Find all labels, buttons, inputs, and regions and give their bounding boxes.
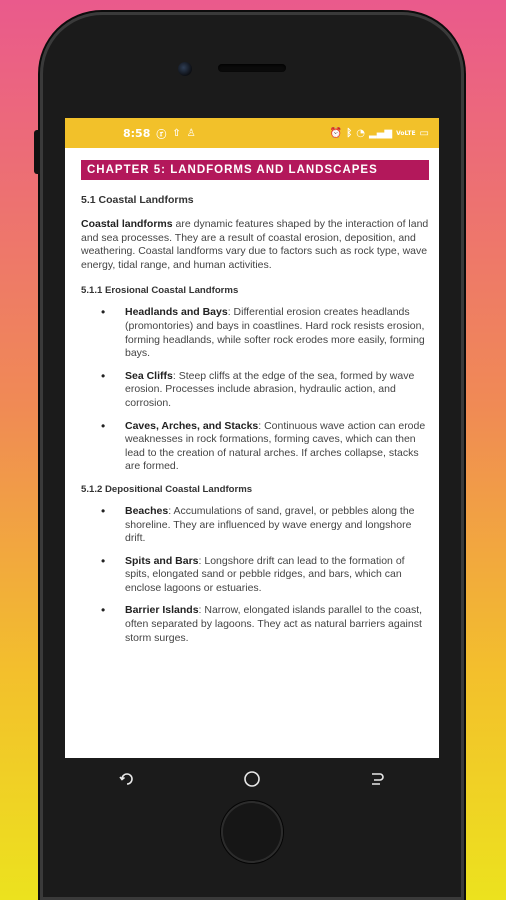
list-item-term: Beaches <box>125 504 169 517</box>
home-circle-icon <box>243 770 261 788</box>
subsection-title-erosional: 5.1.1 Erosional Coastal Landforms <box>81 285 239 297</box>
depositional-list <box>81 505 429 645</box>
person-icon: ♙ <box>186 127 196 139</box>
recents-button[interactable] <box>107 764 147 794</box>
list-item-term: Sea Cliffs <box>125 369 173 382</box>
battery-icon: ▭ <box>419 127 429 139</box>
recents-icon <box>119 771 135 787</box>
list-item <box>101 420 429 474</box>
list-item <box>101 505 429 546</box>
alarm-icon: ⏰ <box>329 127 343 139</box>
list-item-text: : Continuous wave action can erode weaknesses in rock formations, forming caves, which can then lead to the creation of natural arches. If arches collapse, stacks are formed. <box>125 419 426 473</box>
intro-text: are dynamic features shaped by the interaction of land and sea processes. They are a result of coastal erosion, deposition, and weathering. Coastal landforms vary due to factors such as rock type, wave energy, tidal range, and human activities. <box>81 218 429 271</box>
status-time: 8:58 <box>123 126 151 140</box>
list-item-term: Headlands and Bays <box>125 306 228 319</box>
circle-notification-icon: ⓡ <box>156 129 167 141</box>
navigation-bar <box>65 758 439 800</box>
list-item-term: Spits and Bars <box>125 554 199 567</box>
list-item-term: Barrier Islands <box>125 604 199 617</box>
intro-term: Coastal landforms <box>81 218 173 230</box>
back-icon <box>369 771 385 787</box>
signal-icon: ▂▄▆ <box>369 127 393 139</box>
list-item-text: : Longshore drift can lead to the formation of spits, elongated sand or pebble ridges, and bars, which can enclose lagoons or estuaries. <box>125 554 405 594</box>
phone-frame <box>40 12 464 900</box>
list-item-text: : Differential erosion creates headlands (promontories) and bays in coastlines. Hard rock resists erosion, forming headlands, while softer rock erodes more easily, forming bays. <box>125 306 425 360</box>
front-camera <box>178 62 192 76</box>
list-item <box>101 555 429 596</box>
back-button[interactable] <box>357 764 397 794</box>
section-title: 5.1 Coastal Landforms <box>81 194 194 206</box>
chapter-title: CHAPTER 5: LANDFORMS AND LANDSCAPES <box>81 160 429 180</box>
home-nav-button[interactable] <box>232 764 272 794</box>
status-right <box>330 128 429 139</box>
wifi-icon: ◔ <box>356 127 365 139</box>
subsection-title-depositional: 5.1.2 Depositional Coastal Landforms <box>81 483 253 495</box>
status-left <box>123 126 196 141</box>
list-item-text: : Steep cliffs at the edge of the sea, formed by wave erosion. Processes include abrasion, hydraulic action, and corrosion. <box>125 369 415 409</box>
bluetooth-icon: ᛒ <box>346 127 353 139</box>
list-item <box>101 604 429 645</box>
intro-paragraph <box>81 218 429 272</box>
upload-icon: ⇧ <box>172 127 181 139</box>
list-item-term: Caves, Arches, and Stacks <box>125 419 259 432</box>
list-item-text: : Narrow, elongated islands parallel to the coast, often separated by lagoons. They act as natural barriers against storm surges. <box>125 604 423 644</box>
list-item-text: : Accumulations of sand, gravel, or pebbles along the shoreline. They are influenced by wave energy and longshore drift. <box>125 504 415 545</box>
status-bar <box>65 118 439 148</box>
document-content <box>65 148 439 645</box>
earpiece-speaker <box>218 64 286 72</box>
hardware-home-button[interactable] <box>221 801 283 863</box>
erosional-list <box>81 306 429 474</box>
list-item <box>101 306 429 360</box>
net-label: VoLTE <box>396 129 416 137</box>
list-item <box>101 370 429 411</box>
phone-screen <box>65 118 439 758</box>
